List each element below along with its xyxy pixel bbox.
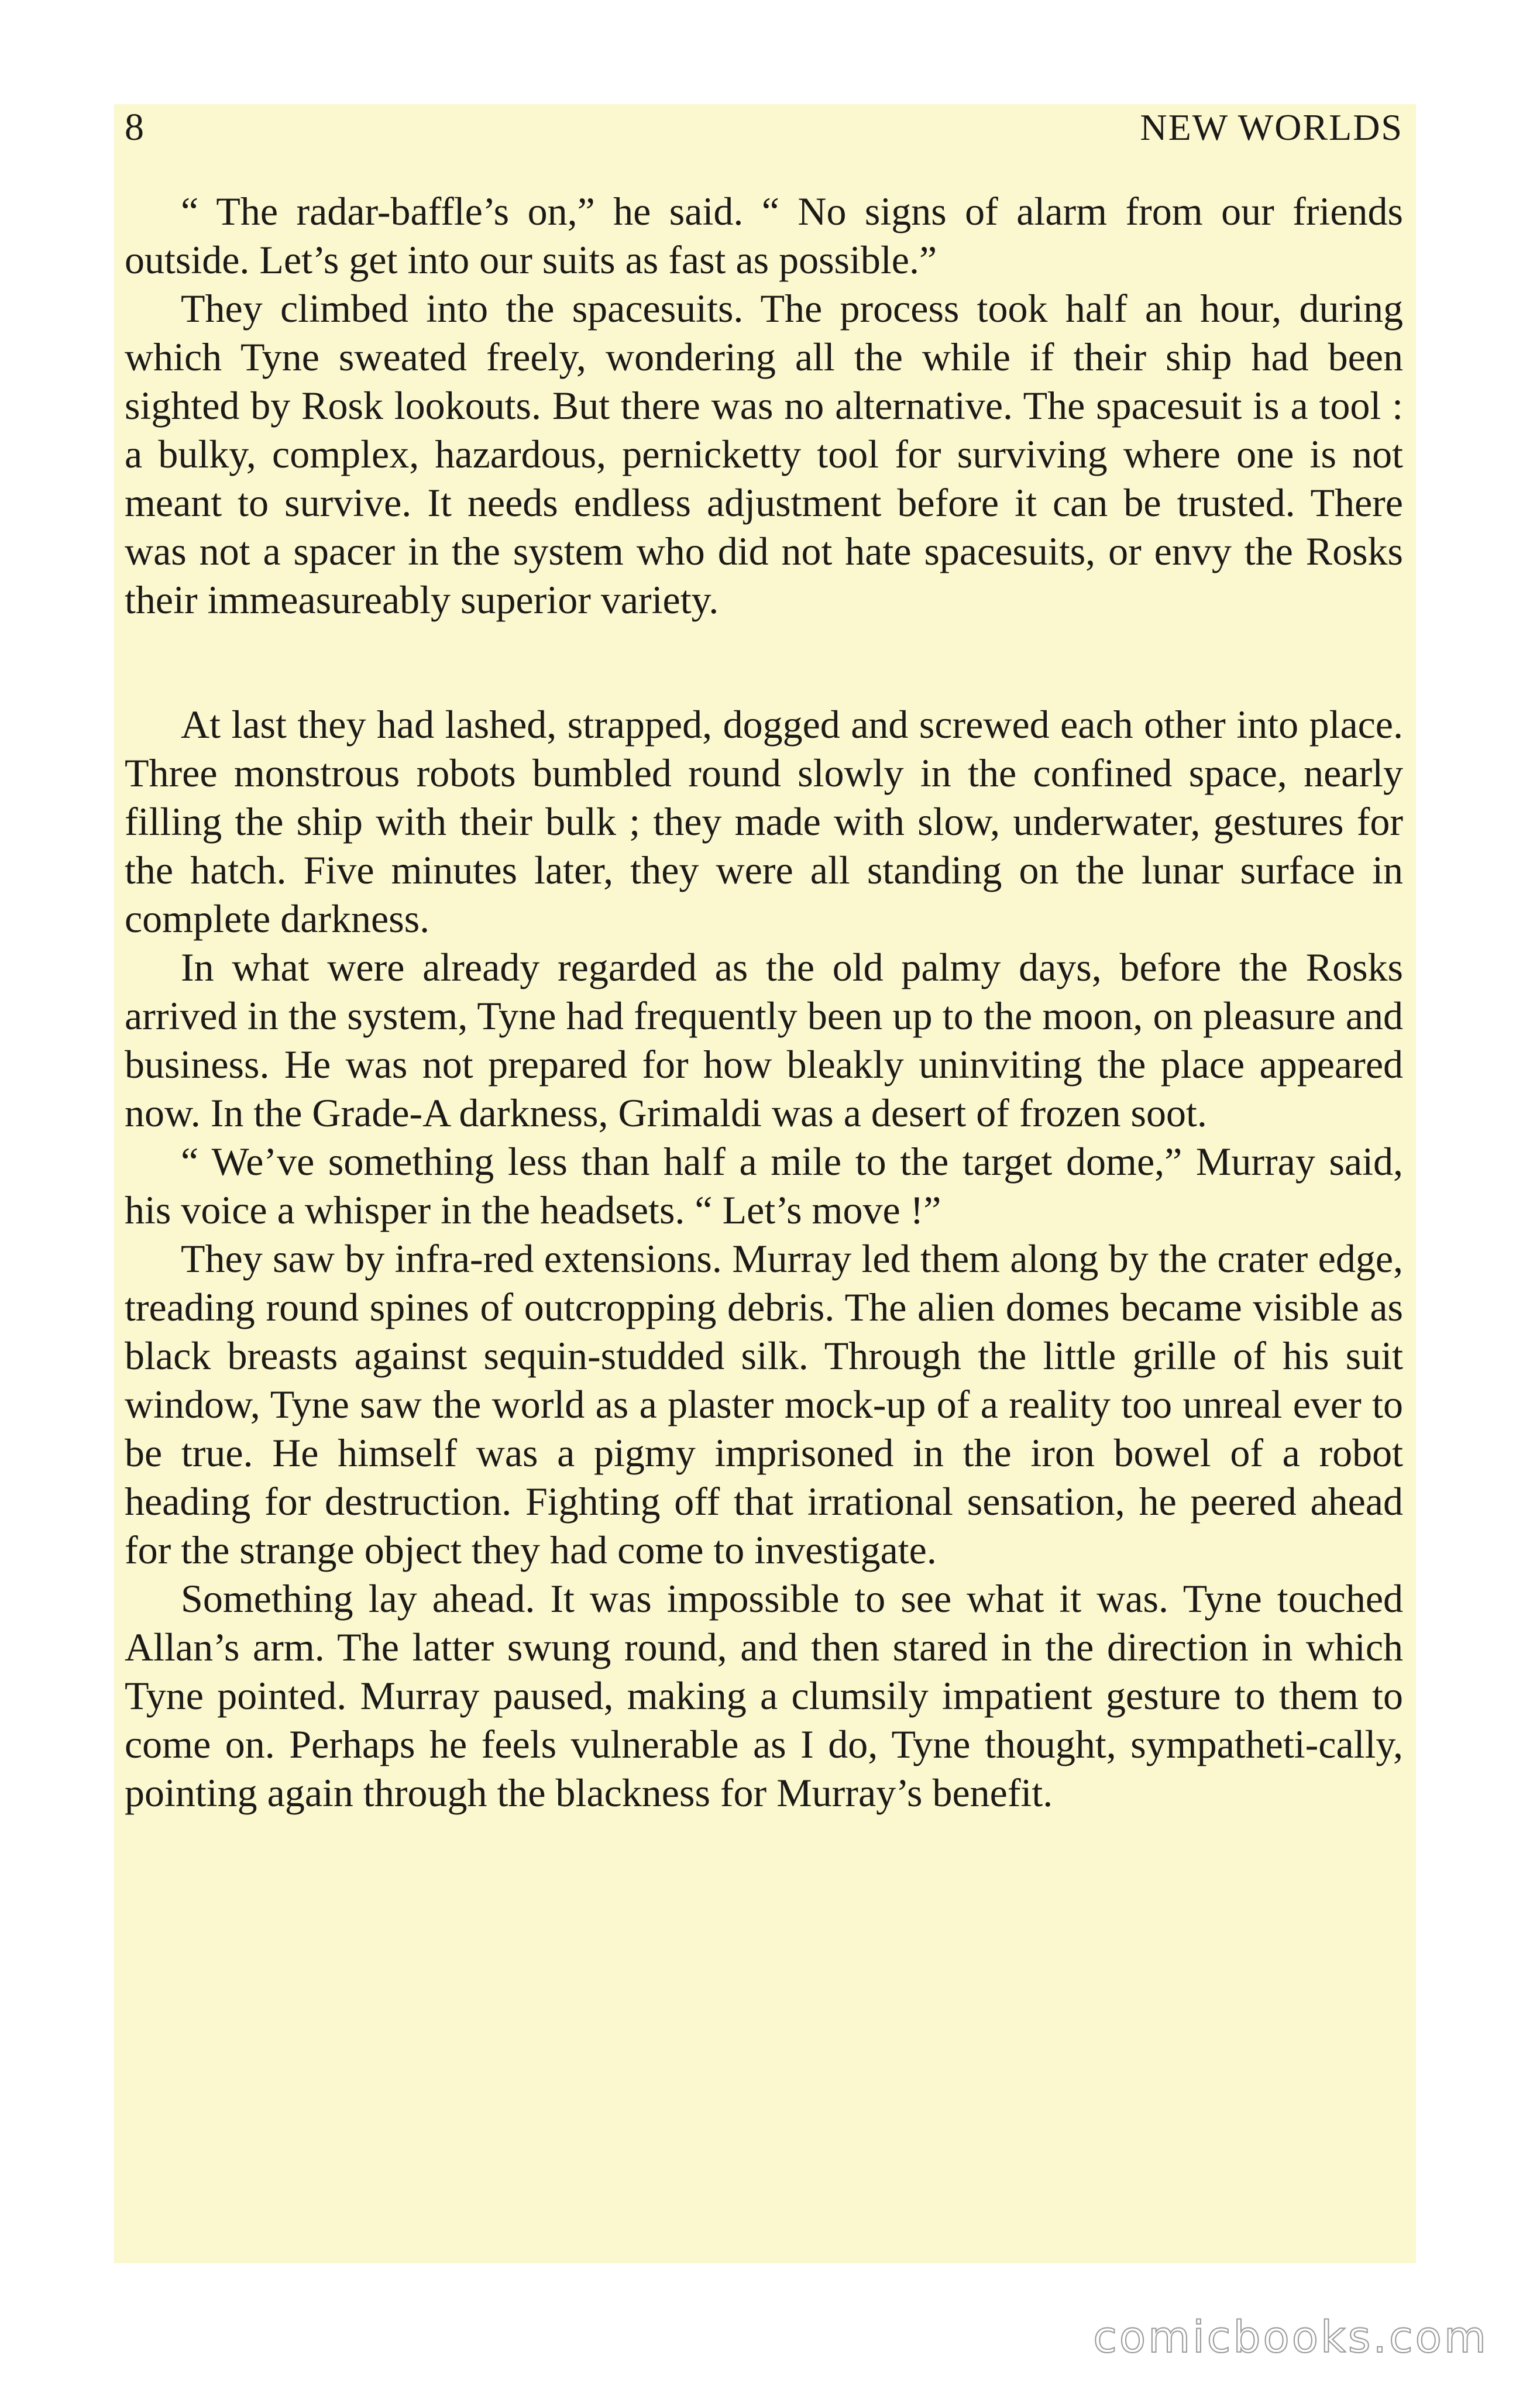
paragraph: They saw by infra-red extensions. Murray led them along by the crater edge, treading round spines of outcropping debris. The alien domes became visible as black breasts against sequin-studded silk. Through the little grille of his suit window, Tyne saw the world as a plaster mock-up of a reality too unreal ever to be true. He himself was a pigmy imprisoned in the iron bowel of a robot heading for destruction. Fighting off that irrational sensation, he peered ahead for the strange object they had come to investigate. (125, 1236, 1403, 1572)
paragraph: They climbed into the spacesuits. The process took half an hour, during which Tyne sweated freely, wondering all the while if their ship had been sighted by Rosk lookouts. But there was no alternative. The spacesuit is a tool : a bulky, complex, hazardous, pernicketty tool for surviving where one is not meant to survive. It needs endless adjustment before it can be trusted. There was not a spacer in the system who did not hate spacesuits, or envy the Rosks their immeasureably superior variety. (125, 286, 1403, 622)
paragraph: In what were already regarded as the old palmy days, before the Rosks arrived in the system, Tyne had frequently been up to the moon, on pleasure and business. He was not prepared for how bleakly uninviting the place appeared now. In the Grade-A darkness, Grimaldi was a desert of frozen soot. (125, 945, 1403, 1135)
paragraph: Something lay ahead. It was impossible to see what it was. Tyne touched Allan’s arm. The latter swung round, and then stared in the direction in which Tyne pointed. Murray paused, making a clumsily impatient gesture to them to come on. Perhaps he feels vulnerable as I do, Tyne thought, sympatheti-cally, pointing again through the blackness for Murray’s benefit. (125, 1576, 1403, 1815)
running-head (125, 104, 1403, 151)
paragraph: “ We’ve something less than half a mile to the target dome,” Murray said, his voice a whisper in the headsets. “ Let’s move !” (125, 1139, 1403, 1232)
watermark: comicbooks.com (1093, 2312, 1489, 2363)
page-number: 8 (125, 106, 145, 149)
paragraph: “ The radar-baffle’s on,” he said. “ No signs of alarm from our friends outside. Let’s get into our suits as fast as possible.” (125, 189, 1403, 282)
magazine-page (114, 104, 1416, 2263)
paragraph: At last they had lashed, strapped, dogged and screwed each other into place. Three monstrous robots bumbled round slowly in the confined space, nearly filling the ship with their bulk ; they made with slow, underwater, gestures for the hatch. Five minutes later, they were all standing on the lunar surface in complete darkness. (125, 702, 1403, 941)
section-break (125, 624, 1403, 700)
article-body (125, 187, 1403, 1817)
journal-title: NEW WORLDS (1140, 106, 1403, 148)
